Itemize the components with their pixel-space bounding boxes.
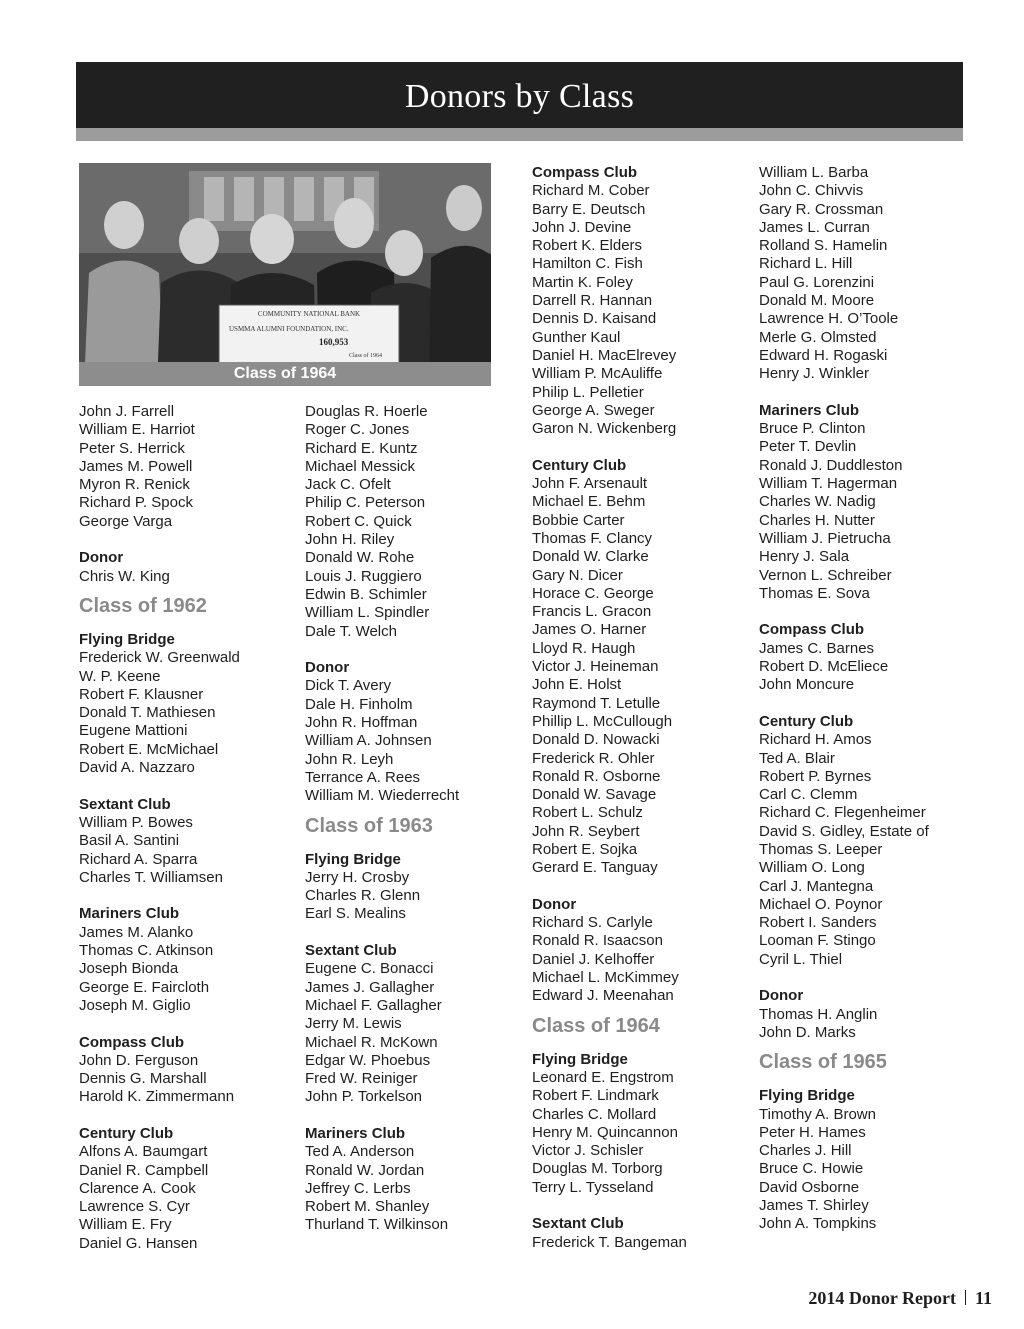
donor-name: Charles C. Mollard <box>532 1105 657 1123</box>
giving-club-heading: Flying Bridge <box>759 1087 855 1105</box>
donor-name: Robert E. Sojka <box>532 840 638 858</box>
donor-name: Dennis D. Kaisand <box>532 310 657 328</box>
donor-name: Lawrence H. O’Toole <box>759 310 899 328</box>
donor-name: Dennis G. Marshall <box>79 1070 207 1088</box>
donor-column-4 <box>759 164 974 1234</box>
donor-name: John C. Chivvis <box>759 182 864 200</box>
donor-name: Ronald R. Isaacson <box>532 932 663 950</box>
donor-name: Douglas M. Torborg <box>532 1160 663 1178</box>
giving-club-heading: Flying Bridge <box>532 1050 628 1068</box>
page-title: Donors by Class <box>404 78 635 115</box>
footer-divider <box>965 1290 966 1305</box>
donor-name: Michael R. McKown <box>305 1033 438 1051</box>
section-spacer <box>759 603 974 621</box>
giving-club-heading: Donor <box>759 987 804 1005</box>
donor-name: David A. Nazzaro <box>79 759 195 777</box>
donor-name: Myron R. Renick <box>79 476 190 494</box>
donor-name: Robert C. Quick <box>305 512 412 530</box>
donor-name: George E. Faircloth <box>79 978 210 996</box>
giving-club-heading: Century Club <box>532 456 627 474</box>
class-year-heading: Class of 1962 <box>79 594 207 617</box>
giving-club-heading: Mariners Club <box>79 905 180 923</box>
donor-name: Charles R. Glenn <box>305 887 421 905</box>
section-spacer <box>305 1107 520 1125</box>
donor-name: William P. Bowes <box>79 813 193 831</box>
donor-name: John R. Hoffman <box>305 714 418 732</box>
donor-name: Richard S. Carlyle <box>532 914 653 932</box>
donor-name: Terry L. Tysseland <box>532 1178 654 1196</box>
donor-name: Robert I. Sanders <box>759 914 877 932</box>
check-amount-text: 160,953 <box>319 337 349 347</box>
donor-name: Ronald W. Jordan <box>305 1161 425 1179</box>
donor-name: William T. Hagerman <box>759 475 898 493</box>
donor-name: Barry E. Deutsch <box>532 200 646 218</box>
giving-club-heading: Donor <box>79 549 124 567</box>
donor-name: Donald T. Mathiesen <box>79 704 216 722</box>
donor-name: Alfons A. Baumgart <box>79 1143 208 1161</box>
donor-name: Gary R. Crossman <box>759 200 884 218</box>
donor-name: Lloyd R. Haugh <box>532 639 636 657</box>
donor-name: Edgar W. Phoebus <box>305 1051 431 1069</box>
donor-name: Richard H. Amos <box>759 731 872 749</box>
section-spacer <box>79 531 294 549</box>
report-title: 2014 Donor Report <box>808 1288 956 1308</box>
donor-name: James L. Curran <box>759 218 870 236</box>
donor-name: Hamilton C. Fish <box>532 255 643 273</box>
giving-club-heading: Sextant Club <box>305 942 397 960</box>
donor-name: Roger C. Jones <box>305 421 410 439</box>
donor-name: Richard L. Hill <box>759 255 853 273</box>
donor-name: Charles W. Nadig <box>759 493 876 511</box>
donor-name: Michael O. Poynor <box>759 895 883 913</box>
donor-name: Thomas C. Atkinson <box>79 942 214 960</box>
donor-name: John R. Seybert <box>532 822 640 840</box>
donor-name: Michael E. Behm <box>532 493 646 511</box>
donor-name: Charles J. Hill <box>759 1142 852 1160</box>
donor-name: Merle G. Olmsted <box>759 328 877 346</box>
donor-name: Peter S. Herrick <box>79 439 185 457</box>
donor-name: Victor J. Heineman <box>532 658 659 676</box>
photo-caption: Class of 1964 <box>79 362 491 386</box>
giving-club-heading: Century Club <box>79 1124 174 1142</box>
donor-name: Daniel R. Campbell <box>79 1161 209 1179</box>
donor-name: Robert P. Byrnes <box>759 767 872 785</box>
donor-name: William L. Barba <box>759 164 869 181</box>
donor-name: Basil A. Santini <box>79 832 180 850</box>
section-spacer <box>305 924 520 942</box>
donor-column-3 <box>532 164 747 1252</box>
donor-name: Henry M. Quincannon <box>532 1123 678 1141</box>
donor-name: John R. Leyh <box>305 750 394 768</box>
page-header-banner <box>76 62 963 141</box>
donor-name: William M. Wiederrecht <box>305 787 460 805</box>
section-spacer <box>532 438 747 456</box>
donor-name: Michael F. Gallagher <box>305 996 442 1014</box>
donor-name: Henry J. Sala <box>759 548 850 566</box>
donor-name: Jerry H. Crosby <box>305 868 410 886</box>
donor-name: Edward J. Meenahan <box>532 987 674 1005</box>
donor-name: David Osborne <box>759 1178 860 1196</box>
donor-name: Bobbie Carter <box>532 511 625 529</box>
donor-name: Lawrence S. Cyr <box>79 1198 190 1216</box>
donor-name: Robert K. Elders <box>532 237 643 255</box>
donor-name: Peter H. Hames <box>759 1123 866 1141</box>
donor-name: Rolland S. Hamelin <box>759 237 888 255</box>
donor-name: John D. Marks <box>759 1023 856 1041</box>
donor-name: Gerard E. Tanguay <box>532 859 658 877</box>
donor-name: Frederick W. Greenwald <box>79 649 240 667</box>
donor-name: Eugene Mattioni <box>79 722 188 740</box>
donor-name: Bruce P. Clinton <box>759 420 866 438</box>
donor-column-1 <box>79 403 294 1253</box>
donor-name: Ted A. Blair <box>759 749 835 767</box>
check-class-text: Class of 1964 <box>349 353 382 359</box>
donor-name: Garon N. Wickenberg <box>532 420 677 438</box>
donor-name: Cyril L. Thiel <box>759 950 843 968</box>
donor-name: John E. Holst <box>532 676 622 694</box>
donor-name: Dick T. Avery <box>305 677 392 695</box>
donor-name: Edward H. Rogaski <box>759 346 888 364</box>
donor-name: William A. Johnsen <box>305 732 432 750</box>
donor-name: Donald W. Savage <box>532 786 657 804</box>
donor-name: William O. Long <box>759 859 865 877</box>
donor-name: Thomas F. Clancy <box>532 529 653 547</box>
giving-club-heading: Flying Bridge <box>79 630 175 648</box>
donor-name: Phillip L. McCullough <box>532 712 673 730</box>
donor-name: George Varga <box>79 512 173 530</box>
giving-club-heading: Sextant Club <box>532 1215 624 1233</box>
section-spacer <box>79 1107 294 1125</box>
donor-name: Jack C. Ofelt <box>305 476 391 494</box>
donor-name: James C. Barnes <box>759 639 875 657</box>
section-spacer <box>79 887 294 905</box>
donor-name: Donald W. Clarke <box>532 548 649 566</box>
donor-name: Robert M. Shanley <box>305 1198 430 1216</box>
donor-name: John J. Farrell <box>79 403 175 420</box>
donor-name: Fred W. Reiniger <box>305 1070 418 1088</box>
donor-name: Donald D. Nowacki <box>532 731 660 749</box>
donor-name: Donald M. Moore <box>759 292 875 310</box>
donor-name: John Moncure <box>759 676 855 694</box>
check-bank-text: COMMUNITY NATIONAL BANK <box>257 310 361 318</box>
donor-name: Ted A. Anderson <box>305 1143 415 1161</box>
donor-name: Chris W. King <box>79 567 170 585</box>
donor-name: Daniel G. Hansen <box>79 1234 198 1252</box>
donor-name: Carl C. Clemm <box>759 786 858 804</box>
giving-club-heading: Mariners Club <box>305 1124 406 1142</box>
page-number: 11 <box>974 1288 992 1308</box>
donor-name: Thurland T. Wilkinson <box>305 1216 449 1234</box>
donor-name: John H. Riley <box>305 531 395 549</box>
donor-name: Gunther Kaul <box>532 328 621 346</box>
donor-name: Horace C. George <box>532 584 654 602</box>
donor-name: John D. Ferguson <box>79 1051 199 1069</box>
donor-name: John F. Arsenault <box>532 475 648 493</box>
donor-name: Jerry M. Lewis <box>305 1015 402 1033</box>
class-year-heading: Class of 1964 <box>532 1014 660 1037</box>
group-photo-illustration <box>79 163 491 386</box>
donor-name: Timothy A. Brown <box>759 1105 876 1123</box>
donor-name: Peter T. Devlin <box>759 438 857 456</box>
donor-name: Looman F. Stingo <box>759 932 876 950</box>
donor-name: Thomas E. Sova <box>759 584 870 602</box>
giving-club-heading: Compass Club <box>759 621 865 639</box>
donor-name: Joseph M. Giglio <box>79 996 191 1014</box>
donor-name: James T. Shirley <box>759 1197 869 1215</box>
donor-name: Donald W. Rohe <box>305 549 415 567</box>
giving-club-heading: Compass Club <box>79 1033 185 1051</box>
donor-name: Robert L. Schulz <box>532 804 643 822</box>
giving-club-heading: Compass Club <box>532 164 638 181</box>
donor-name: Philip C. Peterson <box>305 494 426 512</box>
donor-name: W. P. Keene <box>79 667 161 685</box>
donor-name: Robert F. Lindmark <box>532 1087 659 1105</box>
section-spacer <box>759 695 974 713</box>
section-spacer <box>532 878 747 896</box>
donor-name: William E. Fry <box>79 1216 172 1234</box>
donor-name: Harold K. Zimmermann <box>79 1088 235 1106</box>
donor-name: Charles T. Williamsen <box>79 868 223 886</box>
donor-name: Richard A. Sparra <box>79 850 198 868</box>
donor-name: William J. Pietrucha <box>759 529 891 547</box>
donor-name: Daniel H. MacElrevey <box>532 346 677 364</box>
donor-name: Douglas R. Hoerle <box>305 403 428 420</box>
donor-name: Richard C. Flegenheimer <box>759 804 926 822</box>
donor-name: Terrance A. Rees <box>305 768 421 786</box>
giving-club-heading: Donor <box>305 659 350 677</box>
section-spacer <box>79 777 294 795</box>
donor-name: Richard M. Cober <box>532 182 650 200</box>
donor-name: John P. Torkelson <box>305 1088 423 1106</box>
section-spacer <box>532 1197 747 1215</box>
giving-club-heading: Sextant Club <box>79 795 171 813</box>
donor-name: Earl S. Mealins <box>305 905 406 923</box>
donor-name: Thomas S. Leeper <box>759 840 883 858</box>
donor-name: Charles H. Nutter <box>759 511 875 529</box>
donor-name: William P. McAuliffe <box>532 365 663 383</box>
donor-name: John A. Tompkins <box>759 1215 877 1233</box>
donor-column-2 <box>305 403 520 1235</box>
donor-name: Michael L. McKimmey <box>532 969 679 987</box>
donor-name: Bruce C. Howie <box>759 1160 864 1178</box>
donor-name: Carl J. Mantegna <box>759 877 874 895</box>
class-1964-photo <box>79 163 491 386</box>
giving-club-heading: Mariners Club <box>759 401 860 419</box>
donor-name: Clarence A. Cook <box>79 1179 196 1197</box>
section-spacer <box>305 641 520 659</box>
donor-name: Frederick R. Ohler <box>532 749 655 767</box>
section-spacer <box>759 969 974 987</box>
giving-club-heading: Flying Bridge <box>305 850 401 868</box>
giving-club-heading: Donor <box>532 895 577 913</box>
donor-name: Philip L. Pelletier <box>532 383 644 401</box>
donor-name: Richard P. Spock <box>79 494 193 512</box>
donor-name: James M. Alanko <box>79 923 194 941</box>
donor-name: William E. Harriot <box>79 421 195 439</box>
donor-name: Paul G. Lorenzini <box>759 273 875 291</box>
donor-name: Daniel J. Kelhoffer <box>532 950 655 968</box>
donor-name: Raymond T. Letulle <box>532 694 661 712</box>
donor-name: Robert D. McEliece <box>759 658 889 676</box>
donor-name: William L. Spindler <box>305 604 430 622</box>
donor-name: Robert F. Klausner <box>79 685 204 703</box>
donor-name: Robert E. McMichael <box>79 740 219 758</box>
donor-name: Ronald J. Duddleston <box>759 456 903 474</box>
donor-name: Frederick T. Bangeman <box>532 1233 687 1251</box>
donor-name: Martin K. Foley <box>532 273 633 291</box>
donor-name: Ronald R. Osborne <box>532 767 661 785</box>
donor-name: George A. Sweger <box>532 401 655 419</box>
donor-name: Edwin B. Schimler <box>305 585 427 603</box>
donor-name: Richard E. Kuntz <box>305 439 418 457</box>
giving-club-heading: Century Club <box>759 712 854 730</box>
donor-name: Michael Messick <box>305 457 416 475</box>
donor-name: David S. Gidley, Estate of <box>759 822 929 840</box>
class-year-heading: Class of 1963 <box>305 814 433 837</box>
donor-name: James M. Powell <box>79 457 193 475</box>
donor-name: James O. Harner <box>532 621 647 639</box>
page-footer <box>808 1288 992 1309</box>
donor-name: Francis L. Gracon <box>532 603 652 621</box>
check-payee-text: USMMA ALUMNI FOUNDATION, INC. <box>229 325 349 333</box>
donor-name: Louis J. Ruggiero <box>305 567 422 585</box>
section-spacer <box>79 1015 294 1033</box>
donor-name: Dale H. Finholm <box>305 695 413 713</box>
donor-name: Darrell R. Hannan <box>532 292 653 310</box>
donor-name: James J. Gallagher <box>305 978 435 996</box>
donor-name: Dale T. Welch <box>305 622 397 640</box>
donor-name: Henry J. Winkler <box>759 365 870 383</box>
donor-name: Joseph Bionda <box>79 960 179 978</box>
class-year-heading: Class of 1965 <box>759 1051 887 1074</box>
donor-name: Thomas H. Anglin <box>759 1005 878 1023</box>
donor-name: Victor J. Schisler <box>532 1142 644 1160</box>
donor-name: Gary N. Dicer <box>532 566 623 584</box>
donor-name: Jeffrey C. Lerbs <box>305 1179 411 1197</box>
donor-name: John J. Devine <box>532 218 632 236</box>
donor-name: Vernon L. Schreiber <box>759 566 892 584</box>
donor-name: Leonard E. Engstrom <box>532 1068 674 1086</box>
section-spacer <box>759 384 974 402</box>
donor-name: Eugene C. Bonacci <box>305 960 434 978</box>
